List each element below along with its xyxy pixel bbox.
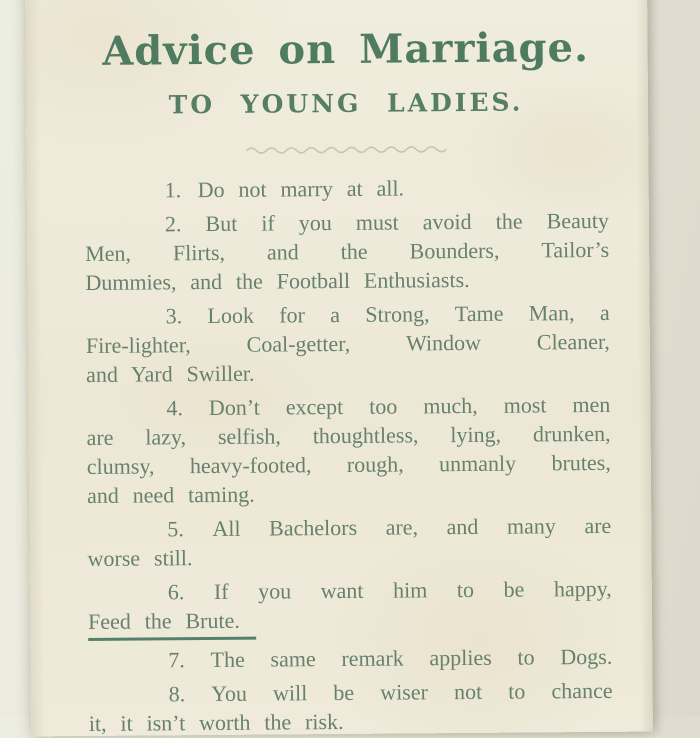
advice-item: [85, 172, 609, 205]
advice-list: [85, 172, 613, 738]
item-number: 8.: [168, 681, 186, 707]
text-line: worse still.: [87, 545, 193, 571]
text-line: and Yard Swiller.: [86, 360, 255, 387]
advice-item: [88, 642, 612, 675]
advice-item: [86, 390, 611, 510]
text-line: 2. But if you must avoid the Beauty: [164, 207, 610, 237]
item-number: 7.: [168, 647, 185, 673]
text-line: 8. You will be wiser not to chance: [168, 677, 613, 707]
card-content: [25, 0, 653, 736]
text-line: Fire-lighter, Coal-getter, Window Cleaner,: [85, 328, 610, 358]
printed-card: [25, 0, 653, 736]
text-line: [88, 603, 612, 636]
item-number: 6.: [167, 579, 185, 605]
text-line: it, it isn’t worth the risk.: [88, 708, 344, 736]
text-line: 4. Don’t except too much, most men: [166, 391, 611, 421]
text-line: 1. Do not marry at all.: [164, 175, 405, 203]
item-number: 2.: [164, 211, 182, 237]
item-number: 4.: [166, 395, 183, 421]
text-line: 7. The same remark applies to Dogs.: [168, 643, 613, 673]
advice-item: [88, 574, 612, 636]
text-line: 6. If you want him to be happy,: [167, 575, 612, 605]
page-subtitle: TO YOUNG LADIES.: [168, 87, 524, 120]
text-line: clumsy, heavy-footed, rough, unmanly brutes,: [86, 449, 611, 479]
text-line: Dummies, and the Football Enthusiasts.: [85, 266, 470, 295]
item-number: 5.: [167, 516, 184, 542]
item-number: 1.: [164, 177, 182, 203]
advice-item: [86, 298, 611, 389]
text-line: are lazy, selfish, thoughtless, lying, drunken,: [86, 420, 611, 450]
underlined-phrase: Feed the Brute.: [88, 608, 256, 641]
text-line: 5. All Bachelors are, and many are: [167, 512, 612, 542]
advice-item: [89, 676, 613, 738]
advice-item: [85, 206, 610, 297]
page-title: Advice on Marriage.: [102, 24, 590, 75]
wavy-divider-icon: [246, 143, 446, 155]
text-line: Men, Flirts, and the Bounders, Tailor’s: [85, 236, 610, 266]
text-line: and need taming.: [86, 481, 255, 508]
text-line: 3. Look for a Strong, Tame Man, a: [165, 299, 610, 329]
advice-item: [87, 511, 611, 573]
item-number: 3.: [165, 303, 183, 329]
